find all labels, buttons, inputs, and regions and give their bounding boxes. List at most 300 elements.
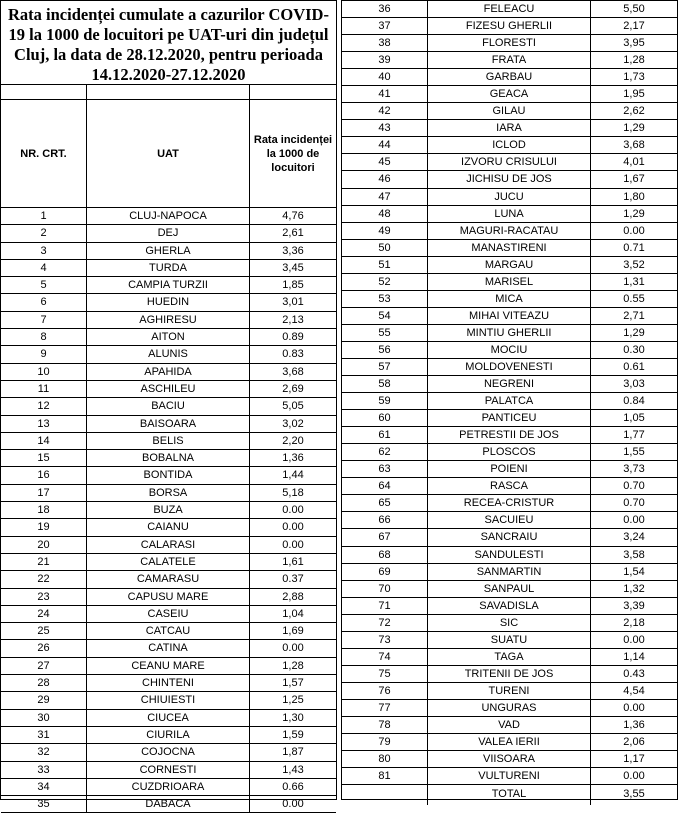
cell-uat: CORNESTI xyxy=(87,762,250,778)
cell-rate: 1,55 xyxy=(623,446,645,459)
cell-nr: 71 xyxy=(342,598,428,614)
cell-rate: 1,85 xyxy=(282,279,304,292)
cell-rate: 3,36 xyxy=(282,244,304,257)
table-row xyxy=(342,240,677,257)
table-row xyxy=(342,700,677,717)
cell-nr: 46 xyxy=(342,171,428,187)
cell-rate: 1,29 xyxy=(623,326,645,339)
cell-uat: FLORESTI xyxy=(428,35,591,51)
cell-nr: 29 xyxy=(1,692,87,708)
table-row xyxy=(342,683,677,700)
cell-nr: 2 xyxy=(1,225,87,241)
right-table-panel xyxy=(341,0,678,800)
cell-nr: 30 xyxy=(1,710,87,726)
cell-nr: 19 xyxy=(1,519,87,535)
cell-rate: 0.00 xyxy=(282,798,304,811)
cell-rate: 0.00 xyxy=(623,514,645,527)
table-row xyxy=(1,744,336,761)
table-row xyxy=(1,571,336,588)
cell-uat: TRITENII DE JOS xyxy=(428,666,591,682)
cell-rate: 2,61 xyxy=(282,227,304,240)
cell-nr: 74 xyxy=(342,649,428,665)
table-row xyxy=(1,277,336,294)
table-row xyxy=(1,485,336,502)
cell-rate: 0.00 xyxy=(623,633,645,646)
cell-uat: CAIANU xyxy=(87,519,250,535)
table-row xyxy=(1,779,336,796)
cell-nr: 65 xyxy=(342,495,428,511)
table-row xyxy=(342,393,677,410)
cell-uat: IZVORU CRISULUI xyxy=(428,154,591,170)
cell-nr: 3 xyxy=(1,243,87,259)
cell-uat: MOCIU xyxy=(428,342,591,358)
cell-uat: PLOSCOS xyxy=(428,444,591,460)
cell-uat: TURDA xyxy=(87,260,250,276)
cell-uat: RECEA-CRISTUR xyxy=(428,495,591,511)
cell-rate: 3,24 xyxy=(623,531,645,544)
right-table-body xyxy=(342,1,677,785)
cell-rate: 1,54 xyxy=(623,565,645,578)
cell-rate: 3,95 xyxy=(623,37,645,50)
cell-rate: 1,87 xyxy=(282,746,304,759)
table-row xyxy=(342,35,677,52)
cell-nr: 24 xyxy=(1,606,87,622)
cell-uat: CAMARASU xyxy=(87,571,250,587)
cell-nr: 54 xyxy=(342,308,428,324)
cell-uat: FIZESU GHERLII xyxy=(428,18,591,34)
table-row xyxy=(1,623,336,640)
cell-uat: TURENI xyxy=(428,683,591,699)
cell-uat: BUZA xyxy=(87,502,250,518)
cell-nr: 25 xyxy=(1,623,87,639)
cell-uat: BAISOARA xyxy=(87,416,250,432)
cell-nr: 70 xyxy=(342,581,428,597)
cell-rate: 3,02 xyxy=(282,417,304,430)
cell-uat: CHIUIESTI xyxy=(87,692,250,708)
table-row xyxy=(1,796,336,813)
cell-uat: SACUIEU xyxy=(428,512,591,528)
table-row xyxy=(1,727,336,744)
left-table-panel xyxy=(0,0,337,811)
table-row xyxy=(1,225,336,242)
table-row xyxy=(342,751,677,768)
cell-nr: 52 xyxy=(342,274,428,290)
cell-uat: SAVADISLA xyxy=(428,598,591,614)
cell-uat: JUCU xyxy=(428,189,591,205)
cell-nr: 11 xyxy=(1,381,87,397)
header-nr: NR. CRT. xyxy=(1,100,87,207)
cell-uat: PALATCA xyxy=(428,393,591,409)
cell-rate: 0.55 xyxy=(623,292,645,305)
cell-uat: VULTURENI xyxy=(428,768,591,784)
table-row xyxy=(1,658,336,675)
cell-uat: CUZDRIOARA xyxy=(87,779,250,795)
cell-rate: 0.00 xyxy=(282,504,304,517)
table-row xyxy=(1,346,336,363)
cell-rate: 0.89 xyxy=(282,331,304,344)
cell-nr: 57 xyxy=(342,359,428,375)
cell-rate: 1,73 xyxy=(623,71,645,84)
cell-rate: 2,62 xyxy=(623,105,645,118)
cell-nr: 20 xyxy=(1,537,87,553)
cell-uat: MAGURI-RACATAU xyxy=(428,223,591,239)
cell-uat: ASCHILEU xyxy=(87,381,250,397)
cell-rate: 1,14 xyxy=(623,650,645,663)
cell-uat: GARBAU xyxy=(428,69,591,85)
cell-uat: ICLOD xyxy=(428,137,591,153)
cell-rate: 1,30 xyxy=(282,711,304,724)
cell-rate: 1,80 xyxy=(623,190,645,203)
cell-uat: CIURILA xyxy=(87,727,250,743)
cell-nr: 35 xyxy=(1,796,87,812)
cell-nr: 8 xyxy=(1,329,87,345)
cell-uat: MICA xyxy=(428,291,591,307)
cell-uat: GILAU xyxy=(428,103,591,119)
cell-rate: 3,73 xyxy=(623,463,645,476)
cell-uat: HUEDIN xyxy=(87,294,250,310)
cell-rate: 3,58 xyxy=(623,548,645,561)
table-row xyxy=(342,257,677,274)
cell-nr: 33 xyxy=(1,762,87,778)
cell-uat: GHERLA xyxy=(87,243,250,259)
cell-rate: 0.37 xyxy=(282,573,304,586)
cell-nr: 75 xyxy=(342,666,428,682)
cell-nr: 5 xyxy=(1,277,87,293)
cell-nr: 16 xyxy=(1,467,87,483)
table-row xyxy=(342,512,677,529)
table-row xyxy=(342,649,677,666)
cell-uat: SANCRAIU xyxy=(428,529,591,545)
cell-nr: 76 xyxy=(342,683,428,699)
cell-rate: 0.83 xyxy=(282,348,304,361)
cell-nr: 67 xyxy=(342,529,428,545)
cell-rate: 0.00 xyxy=(623,701,645,714)
cell-nr: 40 xyxy=(342,69,428,85)
cell-nr: 42 xyxy=(342,103,428,119)
cell-uat: TAGA xyxy=(428,649,591,665)
total-label: TOTAL xyxy=(428,785,591,805)
cell-uat: RASCA xyxy=(428,478,591,494)
cell-nr: 22 xyxy=(1,571,87,587)
cell-uat: ALUNIS xyxy=(87,346,250,362)
cell-uat: MINTIU GHERLII xyxy=(428,325,591,341)
cell-rate: 3,68 xyxy=(623,139,645,152)
cell-rate: 1,44 xyxy=(282,469,304,482)
table-row xyxy=(1,208,336,225)
header-rate: Rata incidenței la 1000 de locuitori xyxy=(253,133,333,174)
cell-nr: 63 xyxy=(342,461,428,477)
table-row xyxy=(342,410,677,427)
spacer-row xyxy=(1,84,336,100)
header-uat: UAT xyxy=(87,100,250,207)
table-row xyxy=(342,444,677,461)
cell-nr: 41 xyxy=(342,86,428,102)
cell-uat: BONTIDA xyxy=(87,467,250,483)
cell-rate: 0.84 xyxy=(623,395,645,408)
cell-rate: 1,61 xyxy=(282,555,304,568)
table-row xyxy=(1,589,336,606)
table-row xyxy=(342,717,677,734)
cell-nr: 43 xyxy=(342,120,428,136)
cell-uat: PETRESTII DE JOS xyxy=(428,427,591,443)
cell-uat: COJOCNA xyxy=(87,744,250,760)
cell-rate: 2,20 xyxy=(282,434,304,447)
cell-uat: SIC xyxy=(428,615,591,631)
cell-uat: MARGAU xyxy=(428,257,591,273)
cell-uat: MANASTIRENI xyxy=(428,240,591,256)
table-row xyxy=(342,274,677,291)
table-row xyxy=(342,206,677,223)
cell-rate: 0.43 xyxy=(623,667,645,680)
cell-uat: CHINTENI xyxy=(87,675,250,691)
table-row xyxy=(1,710,336,727)
cell-nr: 60 xyxy=(342,410,428,426)
cell-nr: 36 xyxy=(342,1,428,17)
cell-nr: 7 xyxy=(1,312,87,328)
cell-rate: 3,03 xyxy=(623,378,645,391)
cell-uat: AGHIRESU xyxy=(87,312,250,328)
table-row xyxy=(342,86,677,103)
cell-nr: 17 xyxy=(1,485,87,501)
table-row xyxy=(342,308,677,325)
cell-nr: 6 xyxy=(1,294,87,310)
cell-rate: 2,06 xyxy=(623,736,645,749)
table-row xyxy=(342,103,677,120)
table-row xyxy=(342,359,677,376)
cell-nr: 4 xyxy=(1,260,87,276)
cell-uat: DEJ xyxy=(87,225,250,241)
table-row xyxy=(342,223,677,240)
cell-rate: 3,68 xyxy=(282,365,304,378)
cell-rate: 0.00 xyxy=(623,770,645,783)
table-row xyxy=(342,325,677,342)
cell-uat: BACIU xyxy=(87,398,250,414)
cell-nr: 72 xyxy=(342,615,428,631)
cell-uat: MIHAI VITEAZU xyxy=(428,308,591,324)
cell-rate: 2,13 xyxy=(282,313,304,326)
cell-nr: 49 xyxy=(342,223,428,239)
cell-uat: CLUJ-NAPOCA xyxy=(87,208,250,224)
table-row xyxy=(1,450,336,467)
cell-uat: POIENI xyxy=(428,461,591,477)
cell-nr: 37 xyxy=(342,18,428,34)
cell-uat: BORSA xyxy=(87,485,250,501)
cell-rate: 2,18 xyxy=(623,616,645,629)
cell-nr: 9 xyxy=(1,346,87,362)
cell-uat: CATCAU xyxy=(87,623,250,639)
cell-uat: LUNA xyxy=(428,206,591,222)
cell-nr: 51 xyxy=(342,257,428,273)
cell-nr: 66 xyxy=(342,512,428,528)
table-row xyxy=(342,189,677,206)
cell-rate: 1,36 xyxy=(282,452,304,465)
cell-uat: SUATU xyxy=(428,632,591,648)
cell-rate: 1,25 xyxy=(282,694,304,707)
cell-rate: 2,17 xyxy=(623,20,645,33)
table-row xyxy=(342,154,677,171)
cell-nr: 14 xyxy=(1,433,87,449)
cell-rate: 5,18 xyxy=(282,486,304,499)
cell-nr: 34 xyxy=(1,779,87,795)
table-row xyxy=(1,502,336,519)
cell-nr: 53 xyxy=(342,291,428,307)
cell-nr: 77 xyxy=(342,700,428,716)
table-row xyxy=(342,120,677,137)
table-row xyxy=(1,640,336,657)
cell-rate: 1,77 xyxy=(623,429,645,442)
table-row xyxy=(342,69,677,86)
table-row xyxy=(342,478,677,495)
table-row xyxy=(342,1,677,18)
cell-rate: 0.00 xyxy=(282,538,304,551)
table-row xyxy=(342,564,677,581)
table-row xyxy=(342,171,677,188)
left-table-body xyxy=(1,208,336,813)
cell-nr: 78 xyxy=(342,717,428,733)
table-row xyxy=(1,312,336,329)
cell-nr: 13 xyxy=(1,416,87,432)
cell-rate: 1,69 xyxy=(282,625,304,638)
cell-nr: 56 xyxy=(342,342,428,358)
table-row xyxy=(1,243,336,260)
cell-nr: 81 xyxy=(342,768,428,784)
cell-rate: 1,28 xyxy=(623,54,645,67)
cell-rate: 1,59 xyxy=(282,728,304,741)
cell-rate: 1,29 xyxy=(623,207,645,220)
table-row xyxy=(1,398,336,415)
table-row xyxy=(342,427,677,444)
cell-rate: 3,01 xyxy=(282,296,304,309)
cell-nr: 79 xyxy=(342,734,428,750)
table-row xyxy=(1,519,336,536)
cell-nr: 23 xyxy=(1,589,87,605)
table-row xyxy=(1,260,336,277)
cell-uat: VIISOARA xyxy=(428,751,591,767)
cell-nr: 48 xyxy=(342,206,428,222)
cell-rate: 3,52 xyxy=(623,258,645,271)
cell-uat: SANDULESTI xyxy=(428,547,591,563)
cell-uat: MARISEL xyxy=(428,274,591,290)
cell-nr: 80 xyxy=(342,751,428,767)
cell-uat: VALEA IERII xyxy=(428,734,591,750)
cell-nr: 21 xyxy=(1,554,87,570)
cell-rate: 2,71 xyxy=(623,309,645,322)
cell-uat: CAMPIA TURZII xyxy=(87,277,250,293)
cell-uat: SANPAUL xyxy=(428,581,591,597)
table-row xyxy=(1,692,336,709)
cell-uat: VAD xyxy=(428,717,591,733)
table-row xyxy=(1,433,336,450)
cell-rate: 0.00 xyxy=(282,521,304,534)
cell-uat: CALARASI xyxy=(87,537,250,553)
cell-nr: 1 xyxy=(1,208,87,224)
cell-nr: 44 xyxy=(342,137,428,153)
cell-nr: 73 xyxy=(342,632,428,648)
cell-uat: BOBALNA xyxy=(87,450,250,466)
cell-uat: CALATELE xyxy=(87,554,250,570)
table-row xyxy=(342,495,677,512)
cell-nr: 55 xyxy=(342,325,428,341)
cell-nr: 58 xyxy=(342,376,428,392)
cell-nr: 68 xyxy=(342,547,428,563)
cell-uat: UNGURAS xyxy=(428,700,591,716)
cell-rate: 1,05 xyxy=(623,412,645,425)
table-row xyxy=(1,364,336,381)
table-row xyxy=(342,137,677,154)
cell-uat: JICHISU DE JOS xyxy=(428,171,591,187)
cell-rate: 0.70 xyxy=(623,480,645,493)
cell-uat: MOLDOVENESTI xyxy=(428,359,591,375)
table-row xyxy=(342,529,677,546)
table-row xyxy=(342,291,677,308)
cell-nr: 12 xyxy=(1,398,87,414)
cell-nr: 69 xyxy=(342,564,428,580)
cell-rate: 2,88 xyxy=(282,590,304,603)
total-row xyxy=(342,785,677,805)
cell-uat: PANTICEU xyxy=(428,410,591,426)
table-row xyxy=(342,598,677,615)
cell-uat: IARA xyxy=(428,120,591,136)
cell-rate: 0.61 xyxy=(623,360,645,373)
cell-nr: 39 xyxy=(342,52,428,68)
cell-rate: 1,17 xyxy=(623,753,645,766)
cell-nr: 15 xyxy=(1,450,87,466)
table-row xyxy=(1,762,336,779)
cell-uat: CATINA xyxy=(87,640,250,656)
cell-rate: 1,36 xyxy=(623,718,645,731)
cell-rate: 4,76 xyxy=(282,210,304,222)
cell-rate: 0.30 xyxy=(623,343,645,356)
total-value: 3,55 xyxy=(623,788,645,801)
cell-rate: 0.66 xyxy=(282,780,304,793)
cell-rate: 3,39 xyxy=(623,599,645,612)
cell-rate: 1,28 xyxy=(282,659,304,672)
cell-rate: 1,57 xyxy=(282,677,304,690)
cell-nr: 31 xyxy=(1,727,87,743)
cell-rate: 0.70 xyxy=(623,497,645,510)
table-row xyxy=(342,768,677,785)
table-header xyxy=(1,100,336,208)
cell-rate: 1,95 xyxy=(623,88,645,101)
cell-rate: 4,01 xyxy=(623,156,645,169)
table-row xyxy=(342,342,677,359)
cell-rate: 1,31 xyxy=(623,275,645,288)
cell-uat: CASEIU xyxy=(87,606,250,622)
table-row xyxy=(1,329,336,346)
page-title: Rata incidenței cumulate a cazurilor COVID-19 la 1000 de locuitori pe UAT-uri din județul Cluj, la data de 28.12.2020, pentru perioada 14.12.2020-27.12.2020 xyxy=(8,5,329,84)
table-row xyxy=(342,734,677,751)
cell-uat: CEANU MARE xyxy=(87,658,250,674)
cell-rate: 1,67 xyxy=(623,173,645,186)
cell-nr: 10 xyxy=(1,364,87,380)
table-row xyxy=(1,381,336,398)
cell-nr: 45 xyxy=(342,154,428,170)
cell-nr: 32 xyxy=(1,744,87,760)
cell-uat: APAHIDA xyxy=(87,364,250,380)
cell-rate: 0.00 xyxy=(282,642,304,655)
cell-rate: 3,45 xyxy=(282,261,304,274)
cell-rate: 5,05 xyxy=(282,400,304,413)
cell-uat: CIUCEA xyxy=(87,710,250,726)
cell-nr: 64 xyxy=(342,478,428,494)
table-row xyxy=(1,537,336,554)
table-row xyxy=(1,416,336,433)
table-row xyxy=(342,615,677,632)
table-row xyxy=(1,554,336,571)
cell-uat: SANMARTIN xyxy=(428,564,591,580)
table-row xyxy=(342,52,677,69)
table-row xyxy=(1,606,336,623)
